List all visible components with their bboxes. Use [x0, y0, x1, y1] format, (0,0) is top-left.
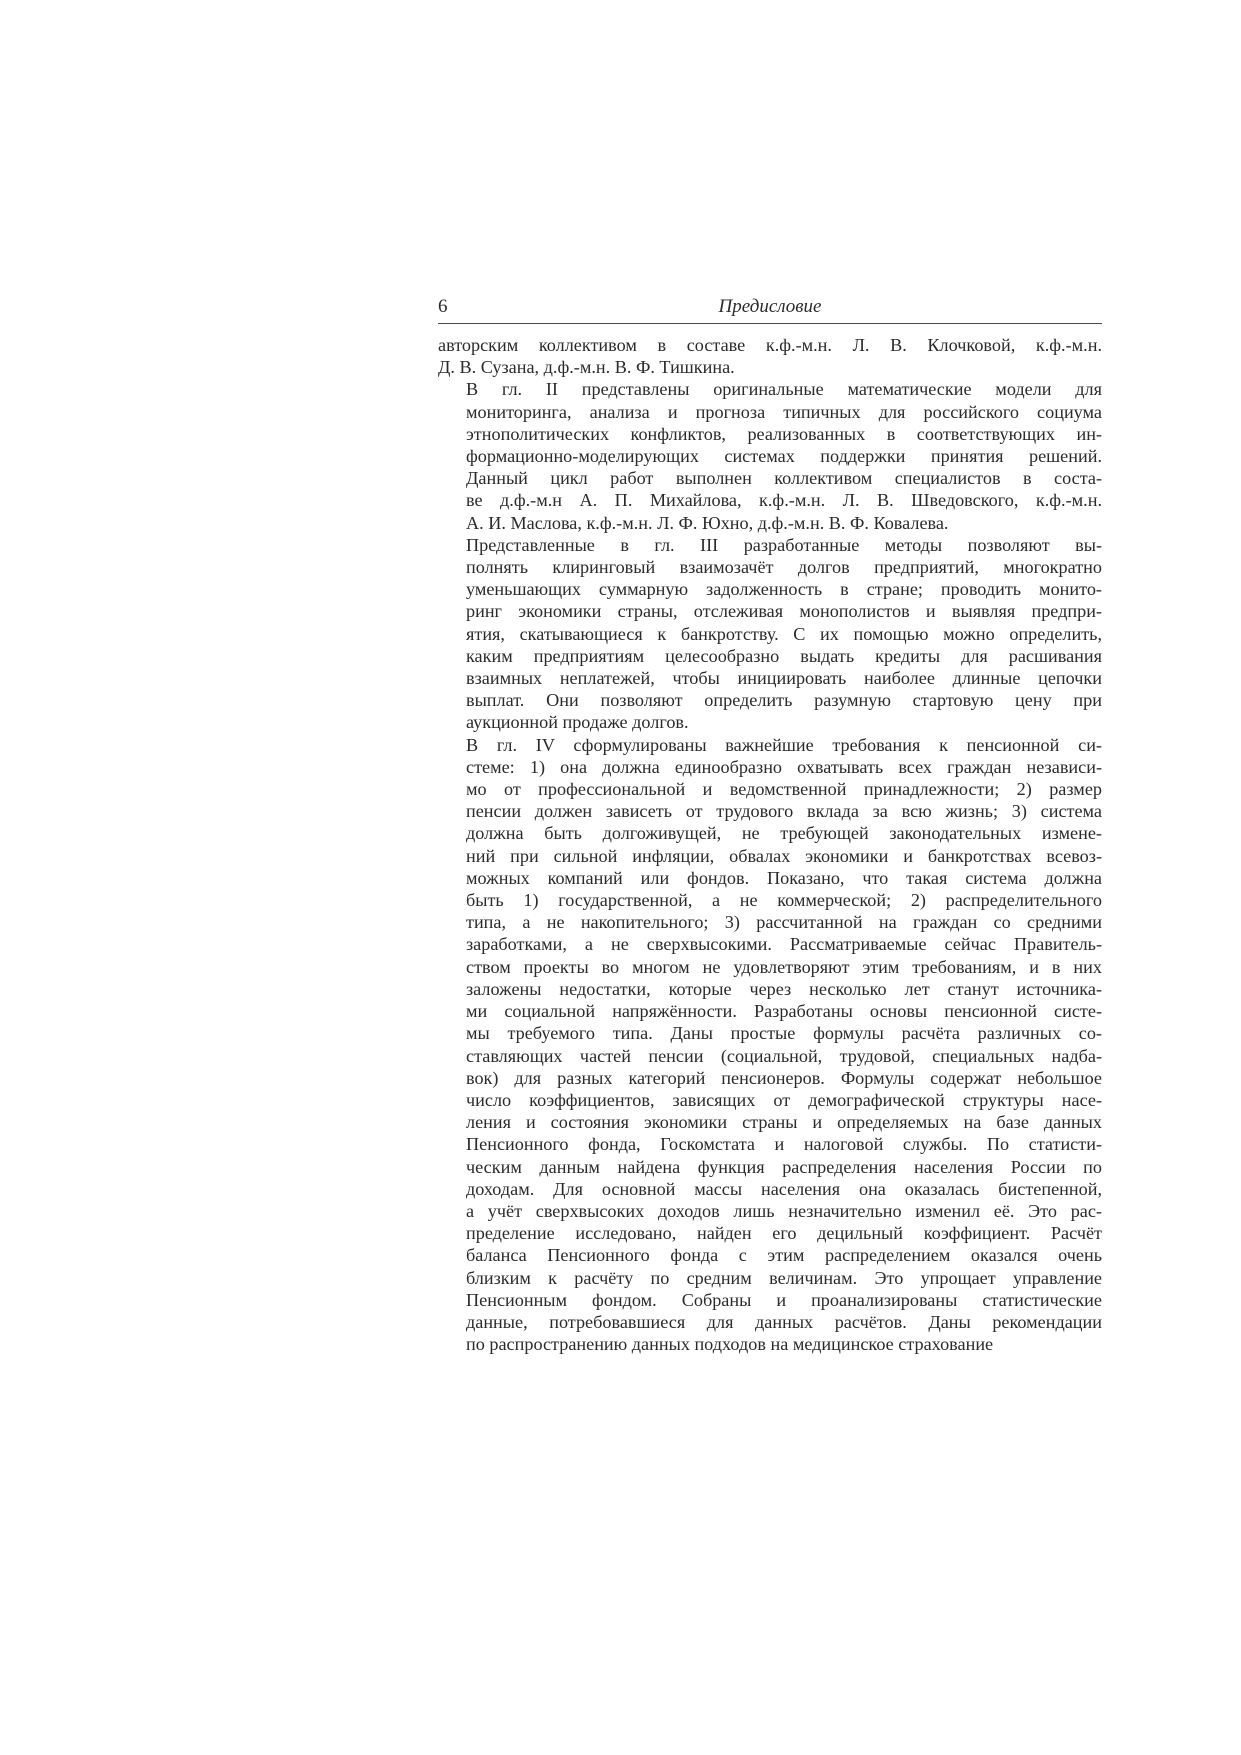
text-line: число коэффициентов, зависящих от демографической структуры насе- — [466, 1089, 1102, 1110]
text-line: пенсии должен зависеть от трудового вклада за всю жизнь; 3) система — [466, 801, 1102, 822]
text-line: ставляющих частей пенсии (социальной, трудовой, специальных надба- — [466, 1045, 1102, 1066]
text-line: формационно-моделирующих системах поддержки принятия решений. — [466, 446, 1102, 467]
text-line: ний при сильной инфляции, обвалах экономики и банкротствах всевоз- — [466, 845, 1102, 866]
text-line: ве д.ф.-м.н А. П. Михайлова, к.ф.-м.н. Л. В. Шведовского, к.ф.-м.н. — [466, 490, 1102, 511]
text-line: мы требуемого типа. Даны простые формулы расчёта различных со- — [466, 1023, 1102, 1044]
text-line: уменьшающих суммарную задолженность в стране; проводить монито- — [466, 579, 1102, 600]
text-line: Пенсионного фонда, Госкомстата и налоговой службы. По статисти- — [466, 1134, 1102, 1155]
page-number: 6 — [438, 296, 448, 317]
text-line: мо от профессиональной и ведомственной принадлежности; 2) размер — [466, 779, 1102, 800]
text-line: полнять клиринговый взаимозачёт долгов предприятий, многократно — [466, 557, 1102, 578]
text-line: Представленные в гл. III разработанные методы позволяют вы- — [466, 534, 1102, 555]
text-line: каким предприятиям целесообразно выдать кредиты для расшивания — [466, 645, 1102, 666]
text-line: по распространению данных подходов на медицинское страхование — [466, 1334, 994, 1355]
text-line: стеме: 1) она должна единообразно охватывать всех граждан независи- — [466, 756, 1102, 777]
text-line: Д. В. Сузана, д.ф.-м.н. В. Ф. Тишкина. — [438, 357, 735, 378]
text-line: быть 1) государственной, а не коммерческой; 2) распределительного — [466, 890, 1102, 911]
body-text — [438, 334, 1102, 1355]
text-line: баланса Пенсионного фонда с этим распределением оказался очень — [466, 1245, 1102, 1266]
text-line: должна быть долгоживущей, не требующей законодательных измене- — [466, 823, 1102, 844]
text-line: близким к расчёту по средним величинам. Это упрощает управление — [466, 1267, 1102, 1288]
text-line: заработками, а не сверхвысокими. Рассматриваемые сейчас Правитель- — [466, 934, 1102, 955]
text-line: ринг экономики страны, отслеживая монополистов и выявляя предпри- — [466, 601, 1102, 622]
text-line: пределение исследовано, найден его децильный коэффициент. Расчёт — [466, 1223, 1102, 1244]
text-line: этнополитических конфликтов, реализованных в соответствующих ин- — [466, 423, 1102, 444]
text-line: ятия, скатывающиеся к банкротству. С их помощью можно определить, — [466, 623, 1102, 644]
text-line: Пенсионным фондом. Собраны и проанализированы статистические — [466, 1289, 1102, 1310]
text-line: ления и состояния экономики страны и определяемых на базе данных — [466, 1112, 1102, 1133]
text-line: можных компаний или фондов. Показано, что такая система должна — [466, 867, 1102, 888]
running-title: Предисловие — [718, 296, 822, 317]
paragraph — [438, 378, 1102, 533]
running-header — [438, 293, 1102, 324]
text-line: В гл. II представлены оригинальные математические модели для — [466, 379, 1102, 400]
paragraph — [438, 734, 1102, 1356]
text-line: аукционной продаже долгов. — [466, 712, 689, 733]
text-line: данные, потребовавшиеся для данных расчётов. Даны рекомендации — [466, 1311, 1102, 1332]
text-line: ческим данным найдена функция распределения населения России по — [466, 1156, 1102, 1177]
text-line: выплат. Они позволяют определить разумную стартовую цену при — [466, 690, 1102, 711]
text-line: заложены недостатки, которые через несколько лет станут источника- — [466, 978, 1102, 999]
text-line: Данный цикл работ выполнен коллективом специалистов в соста- — [466, 468, 1102, 489]
text-line: ми социальной напряжённости. Разработаны основы пенсионной систе- — [466, 1001, 1102, 1022]
text-line: взаимных неплатежей, чтобы инициировать наиболее длинные цепочки — [466, 668, 1102, 689]
text-line: вок) для разных категорий пенсионеров. Формулы содержат небольшое — [466, 1067, 1102, 1088]
text-line: А. И. Маслова, к.ф.-м.н. Л. Ф. Юхно, д.ф.-м.н. В. Ф. Ковалева. — [466, 512, 949, 533]
paragraph — [438, 334, 1102, 378]
text-line: мониторинга, анализа и прогноза типичных для российского социума — [466, 401, 1102, 422]
text-line: ством проекты во многом не удовлетворяют этим требованиям, и в них — [466, 956, 1102, 977]
text-line: авторским коллективом в составе к.ф.-м.н. Л. В. Клочковой, к.ф.-м.н. — [438, 335, 1102, 355]
text-line: В гл. IV сформулированы важнейшие требования к пенсионной си- — [466, 734, 1102, 755]
text-line: а учёт сверхвысоких доходов лишь незначительно изменил её. Это рас- — [466, 1200, 1102, 1221]
paragraph — [438, 534, 1102, 734]
text-line: доходам. Для основной массы населения она оказалась бистепенной, — [466, 1178, 1102, 1199]
text-line: типа, а не накопительного; 3) рассчитанной на граждан со средними — [466, 912, 1102, 933]
book-page — [438, 293, 1102, 1355]
